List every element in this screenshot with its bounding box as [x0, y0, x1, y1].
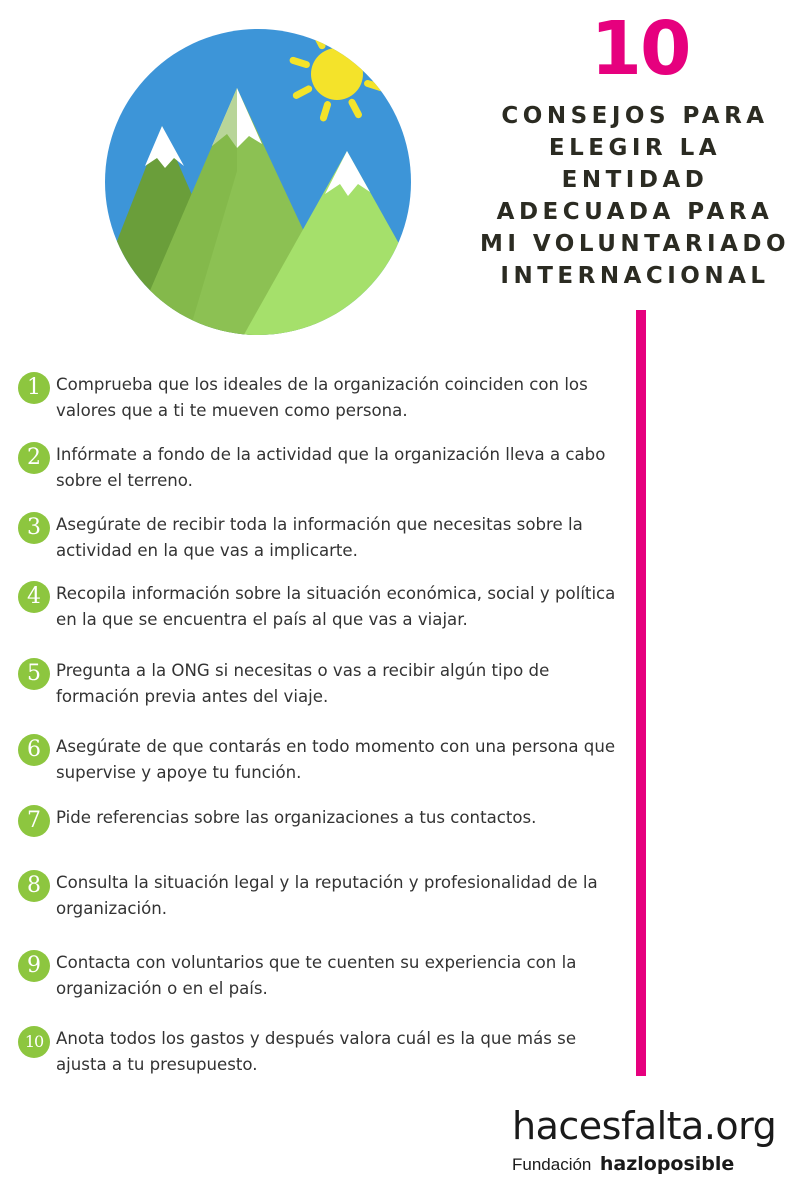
tip-number-badge: 3 [18, 512, 50, 544]
sun-ray [323, 105, 327, 118]
tip-number-badge: 6 [18, 734, 50, 766]
tip-number-badge: 8 [18, 870, 50, 902]
tip-text: Pregunta a la ONG si necesitas o vas a recibir algún tipo de formación previa antes del viaje. [56, 661, 550, 706]
sun-ray [368, 83, 381, 87]
header-number: 10 [590, 6, 690, 92]
title-line: INTERNACIONAL [500, 263, 770, 289]
title-line: CONSEJOS PARA [501, 103, 769, 129]
sun-ray [365, 53, 377, 60]
tip-number-badge: 10 [18, 1026, 50, 1058]
tip-number-badge: 4 [18, 581, 50, 613]
title-line: ENTIDAD [561, 167, 709, 193]
tip-text: Infórmate a fondo de la actividad que la organización lleva a cabo sobre el terreno. [56, 445, 606, 490]
brand-name: hacesfalta.org [512, 1104, 777, 1148]
sun-ray [346, 30, 350, 43]
tip-text: Asegúrate de que contarás en todo momento con una persona que supervise y apoye tu función. [56, 737, 616, 782]
tip-number-badge: 5 [18, 658, 50, 690]
tip-text: Anota todos los gastos y después valora cuál es la que más se ajusta a tu presupuesto. [56, 1029, 577, 1074]
brand-logo-block [512, 1105, 782, 1175]
foundation-logo: hazloposible [599, 1153, 735, 1175]
title-line: ADECUADA PARA [496, 199, 774, 225]
page-title [470, 100, 800, 292]
tip-text: Pide referencias sobre las organizaciones a tus contactos. [56, 808, 537, 827]
mountain-sun-illustration [102, 26, 414, 338]
tip-number-badge: 2 [18, 442, 50, 474]
tip-text: Asegúrate de recibir toda la información que necesitas sobre la actividad en la que vas a implicarte. [56, 515, 583, 560]
tip-text: Consulta la situación legal y la reputación y profesionalidad de la organización. [56, 873, 598, 918]
tip-text: Contacta con voluntarios que te cuenten su experiencia con la organización o en el país. [56, 953, 577, 998]
brand-prefix: Fundación [512, 1155, 592, 1174]
tip-number-badge: 7 [18, 805, 50, 837]
tip-text: Recopila información sobre la situación económica, social y política en la que se encuentra el país al que vas a viajar. [56, 584, 616, 629]
tip-text: Comprueba que los ideales de la organización coinciden con los valores que a ti te mueven como persona. [56, 375, 588, 420]
tip-number-badge: 9 [18, 950, 50, 982]
title-line: MI VOLUNTARIADO [479, 231, 791, 257]
vertical-divider [636, 310, 646, 1076]
tip-number-badge: 1 [18, 372, 50, 404]
brand-subline [512, 1153, 782, 1175]
title-line: ELEGIR LA [548, 135, 722, 161]
sun-ray [293, 60, 306, 64]
